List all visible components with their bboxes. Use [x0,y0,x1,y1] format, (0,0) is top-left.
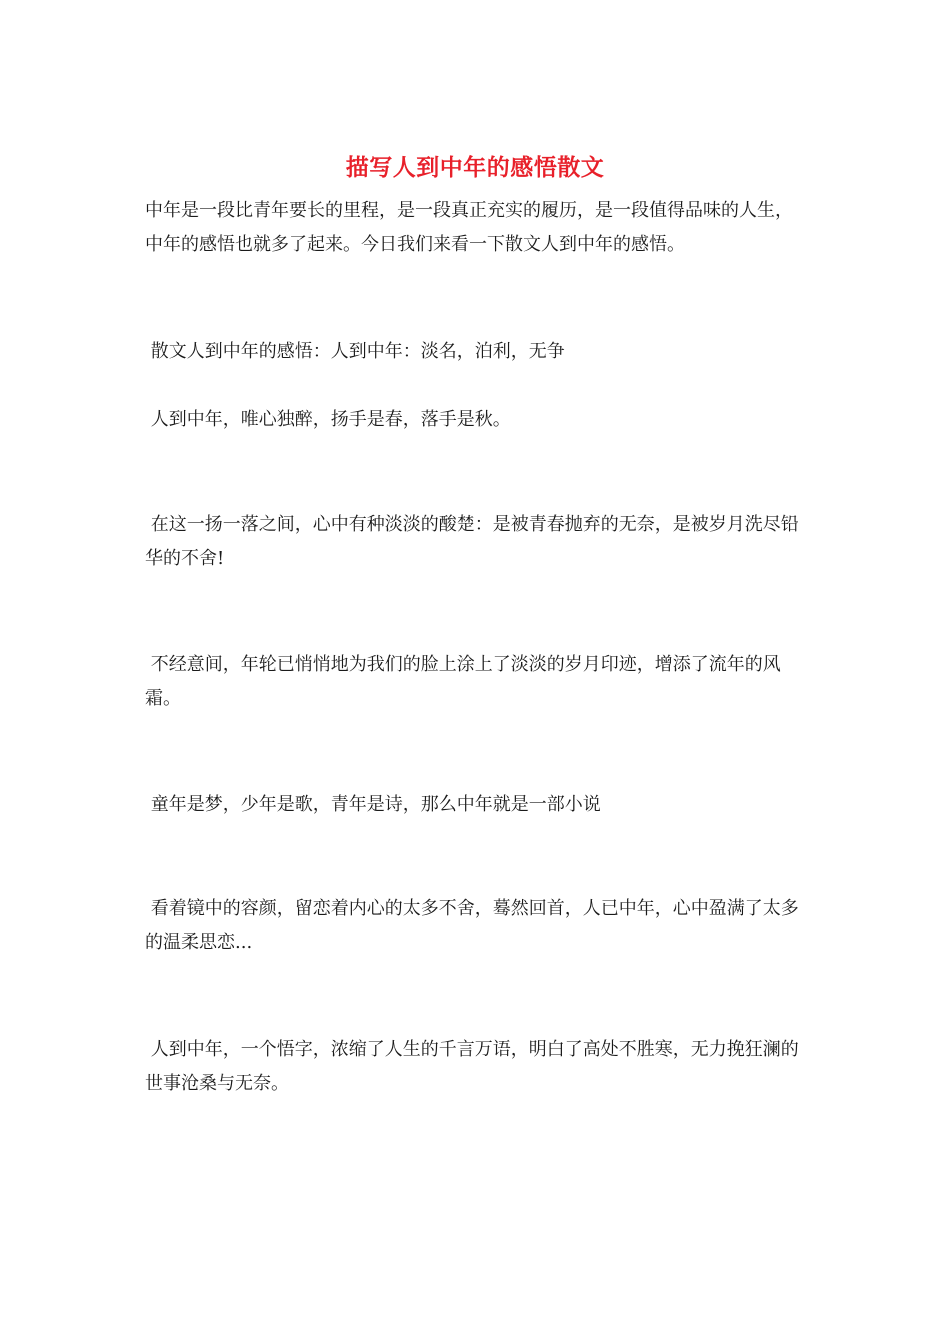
paragraph: 看着镜中的容颜，留恋着内心的太多不舍，蓦然回首，人已中年，心中盈满了太多的温柔思恋... [145,898,799,953]
document-title: 描写人到中年的感悟散文 [345,154,605,181]
paragraph: 在这一扬一落之间，心中有种淡淡的酸楚：是被青春抛弃的无奈，是被岁月洗尽铅华的不舍! [145,514,799,569]
paragraph-intro: 中年是一段比青年要长的里程，是一段真正充实的履历，是一段值得品味的人生，中年的感悟也就多了起来。今日我们来看一下散文人到中年的感悟。 [145,200,793,255]
paragraph: 不经意间，年轮已悄悄地为我们的脸上涂上了淡淡的岁月印迹，增添了流年的风霜。 [145,654,781,709]
paragraph: 童年是梦，少年是歌，青年是诗，那么中年就是一部小说 [145,794,601,815]
paragraph-subtitle: 散文人到中年的感悟：人到中年：淡名，泊利，无争 [145,341,565,362]
paragraph: 人到中年，唯心独醉，扬手是春，落手是秋。 [145,409,511,430]
paragraph: 人到中年，一个悟字，浓缩了人生的千言万语，明白了高处不胜寒，无力挽狂澜的世事沧桑与无奈。 [145,1039,799,1094]
